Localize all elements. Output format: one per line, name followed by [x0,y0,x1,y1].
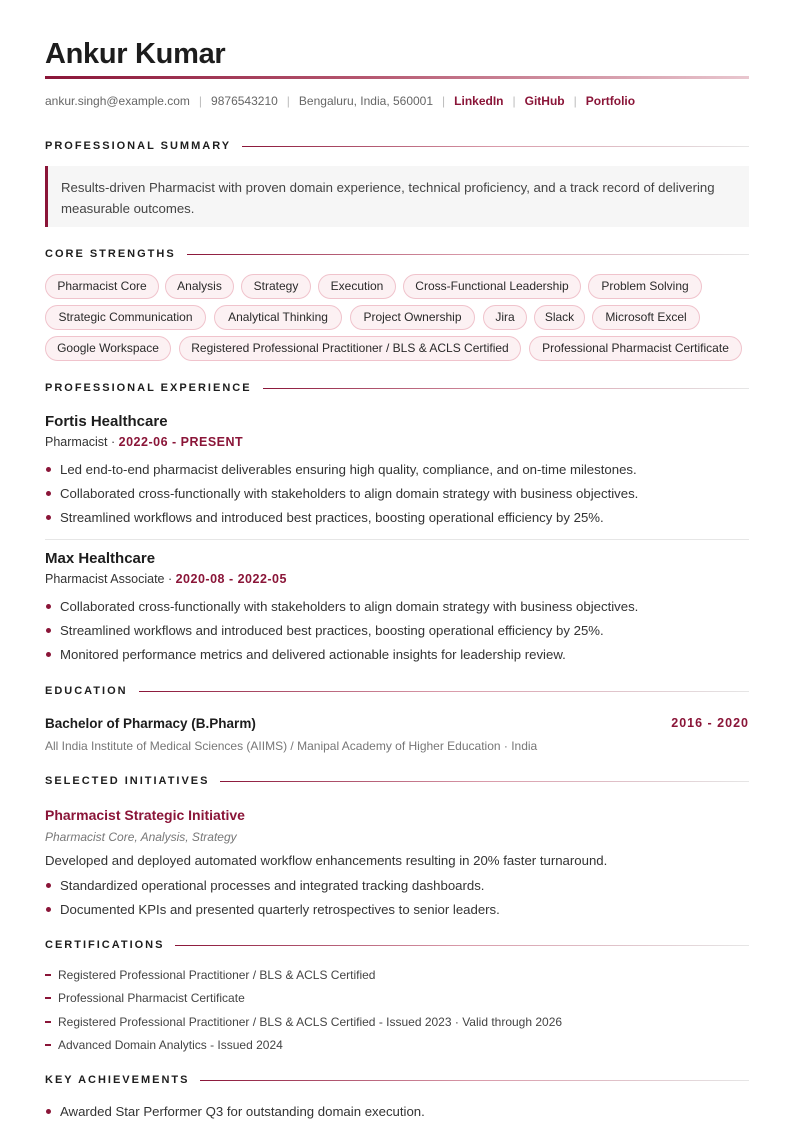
list-item: Collaborated cross-functionally with stakeholders to align domain strategy with business objectives. [45,598,749,622]
section-title: KEY ACHIEVEMENTS [45,1074,190,1086]
job-bullets [45,598,749,670]
strength-chip: Pharmacist Core [45,274,159,299]
list-item: Streamlined workflows and introduced best practices, boosting operational efficiency by 25%. [45,509,749,533]
job-separator: · [107,435,119,449]
contact-separator: | [573,94,577,108]
list-item: Collaborated cross-functionally with stakeholders to align domain strategy with business objectives. [45,485,749,509]
section-rule [175,945,749,946]
job-role: Pharmacist Associate [45,572,165,586]
job-bullets [45,461,749,533]
section-header-achievements [45,1073,749,1087]
contact-separator: | [442,94,446,108]
strength-chip: Cross-Functional Leadership [403,274,581,299]
strength-chip: Professional Pharmacist Certificate [529,336,742,361]
strength-chip: Microsoft Excel [592,305,700,330]
list-item: Advanced Domain Analytics - Issued 2024 [45,1037,562,1060]
initiative-title: Pharmacist Strategic Initiative [45,807,245,823]
strength-chip: Analytical Thinking [214,305,342,330]
section-title: SELECTED INITIATIVES [45,775,210,787]
section-title: CERTIFICATIONS [45,939,165,951]
job-dates: 2022-06 - PRESENT [118,435,244,449]
contact-location: Bengaluru, India, 560001 [298,94,434,108]
portfolio-link[interactable]: Portfolio [585,94,636,108]
initiative-tags: Pharmacist Core, Analysis, Strategy [45,830,237,844]
strength-chip: Registered Professional Practitioner / BLS & ACLS Certified [179,336,521,361]
list-item: Standardized operational processes and integrated tracking dashboards. [45,877,749,901]
summary-box: Results-driven Pharmacist with proven domain experience, technical proficiency, and a track record of delivering measurable outcomes. [45,166,749,227]
contact-separator: | [286,94,290,108]
section-header-experience [45,381,749,395]
contact-phone: 9876543210 [211,94,278,108]
section-rule [187,254,749,255]
section-title: PROFESSIONAL EXPERIENCE [45,382,252,394]
list-item: Professional Pharmacist Certificate [45,990,562,1013]
contact-separator: | [512,94,516,108]
job-role-line [45,572,287,586]
name-underline [45,76,749,79]
achievement-bullets [45,1103,749,1123]
section-rule [200,1080,749,1081]
education-school: All India Institute of Medical Sciences (AIIMS) / Manipal Academy of Higher Education · India [45,739,538,753]
list-item: Registered Professional Practitioner / BLS & ACLS Certified - Issued 2023 · Valid through 2026 [45,1014,562,1037]
initiative-description: Developed and deployed automated workflow enhancements resulting in 20% faster turnaround. [45,853,608,868]
job-role-line [45,435,243,449]
initiative-bullets [45,877,749,925]
education-dates: 2016 - 2020 [671,716,749,730]
certification-list [45,967,562,1060]
strength-chip: Project Ownership [350,305,475,330]
job-role: Pharmacist [45,435,108,449]
list-item: Awarded Star Performer Q3 for outstanding domain execution. [45,1103,749,1123]
list-item: Monitored performance metrics and delivered actionable insights for leadership review. [45,646,749,670]
section-header-education [45,684,749,698]
contact-line [45,94,635,108]
job-company: Max Healthcare [45,550,156,567]
section-header-strengths [45,247,749,261]
candidate-name: Ankur Kumar [45,38,226,70]
list-item: Documented KPIs and presented quarterly retrospectives to senior leaders. [45,901,749,925]
section-rule [263,388,749,389]
section-header-certifications [45,938,749,952]
section-title: PROFESSIONAL SUMMARY [45,140,232,152]
strength-chip: Strategy [241,274,311,299]
job-separator: · [164,572,176,586]
section-rule [139,691,749,692]
section-rule [242,146,749,147]
job-divider [45,539,749,540]
education-degree: Bachelor of Pharmacy (B.Pharm) [45,716,256,731]
section-title: CORE STRENGTHS [45,248,176,260]
strength-chip: Problem Solving [588,274,702,299]
job-company: Fortis Healthcare [45,413,168,430]
contact-email[interactable]: ankur.singh@example.com [45,94,190,108]
strength-chip: Google Workspace [45,336,171,361]
job-dates: 2020-08 - 2022-05 [175,572,287,586]
strength-chip: Jira [483,305,527,330]
section-header-summary [45,139,749,153]
strength-chip: Analysis [165,274,234,299]
section-header-initiatives [45,774,749,788]
github-link[interactable]: GitHub [524,94,565,108]
contact-separator: | [198,94,203,108]
strength-chip: Slack [534,305,585,330]
section-title: EDUCATION [45,685,128,697]
section-rule [220,781,749,782]
strength-chip: Execution [318,274,396,299]
list-item: Registered Professional Practitioner / BLS & ACLS Certified [45,967,562,990]
list-item: Led end-to-end pharmacist deliverables ensuring high quality, compliance, and on-time milestones. [45,461,749,485]
linkedin-link[interactable]: LinkedIn [454,94,504,108]
list-item: Streamlined workflows and introduced best practices, boosting operational efficiency by 25%. [45,622,749,646]
strength-chip: Strategic Communication [45,305,206,330]
